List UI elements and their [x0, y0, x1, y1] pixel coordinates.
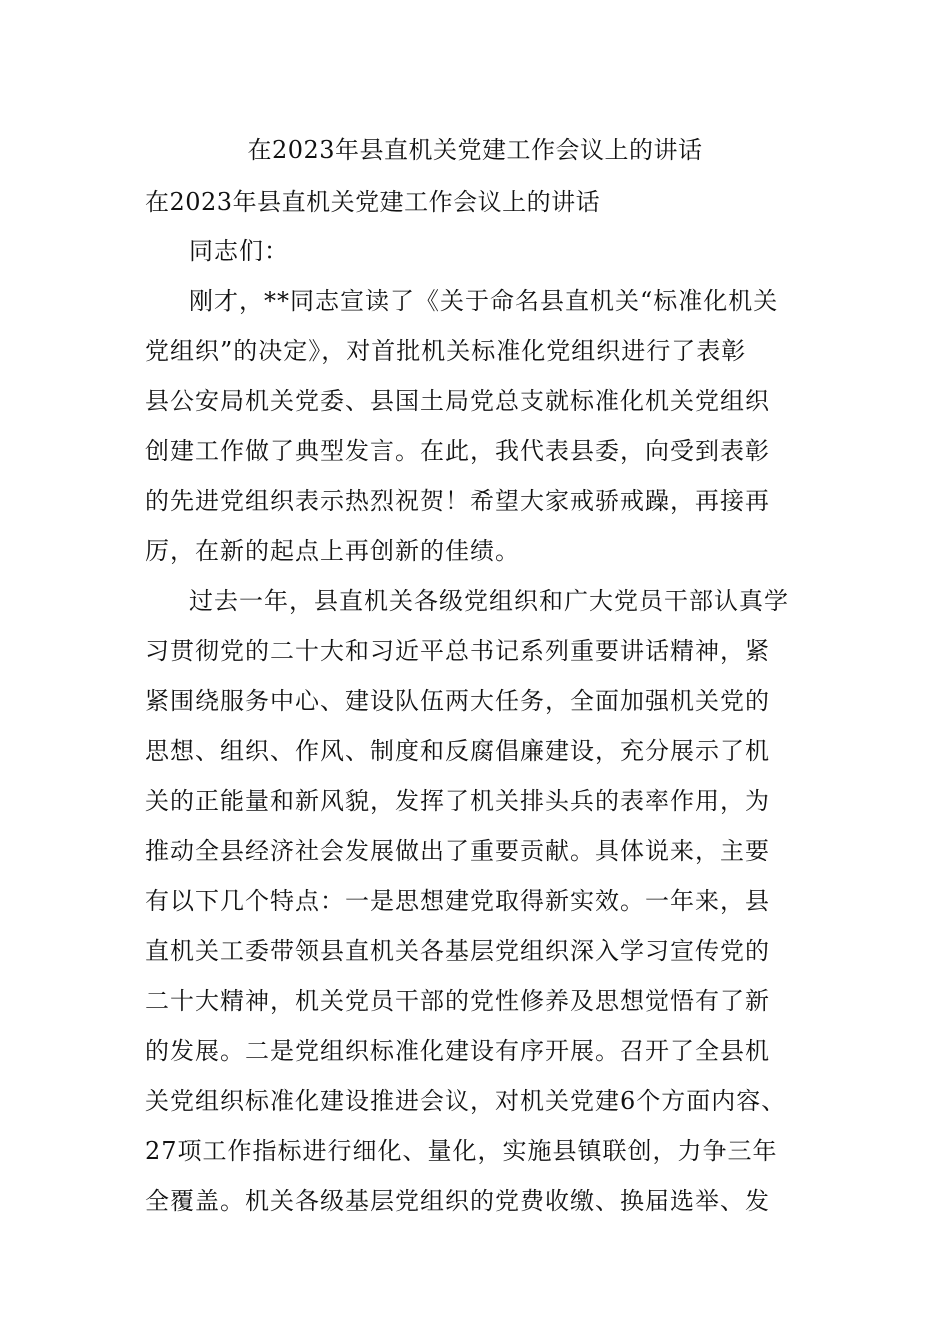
paragraph-line: 全覆盖。机关各级基层党组织的党费收缴、换届选举、发: [145, 1187, 770, 1215]
paragraph-line: 的先进党组织表示热烈祝贺！希望大家戒骄戒躁，再接再: [145, 487, 770, 515]
paragraph-line: 刚才，**同志宣读了《关于命名县直机关“标准化机关: [189, 287, 779, 315]
paragraph-line: 过去一年，县直机关各级党组织和广大党员干部认真学: [189, 587, 789, 615]
salutation: 同志们：: [189, 237, 289, 265]
paragraph-line: 县公安局机关党委、县国土局党总支就标准化机关党组织: [145, 387, 770, 415]
paragraph-line: 思想、组织、作风、制度和反腐倡廉建设，充分展示了机: [145, 737, 770, 765]
paragraph-line: 创建工作做了典型发言。在此，我代表县委，向受到表彰: [145, 437, 770, 465]
paragraph-line: 有以下几个特点：一是思想建党取得新实效。一年来，县: [145, 887, 770, 915]
paragraph-line: 直机关工委带领县直机关各基层党组织深入学习宣传党的: [145, 937, 770, 965]
paragraph-line: 厉，在新的起点上再创新的佳绩。: [145, 537, 520, 565]
document-subtitle: 在2023年县直机关党建工作会议上的讲话: [145, 188, 601, 216]
document-body: [145, 226, 815, 1226]
paragraph-line: 习贯彻党的二十大和习近平总书记系列重要讲话精神，紧: [145, 637, 770, 665]
paragraph-line: 关的正能量和新风貌，发挥了机关排头兵的表率作用，为: [145, 787, 770, 815]
paragraph-line: 二十大精神，机关党员干部的党性修养及思想觉悟有了新: [145, 987, 770, 1015]
paragraph-line: 关党组织标准化建设推进会议，对机关党建6个方面内容、: [145, 1087, 787, 1115]
paragraph-line: 紧围绕服务中心、建设队伍两大任务，全面加强机关党的: [145, 687, 770, 715]
paragraph-line: 党组织”的决定》，对首批机关标准化党组织进行了表彰: [145, 337, 747, 365]
paragraph-line: 的发展。二是党组织标准化建设有序开展。召开了全县机: [145, 1037, 770, 1065]
paragraph-line: 推动全县经济社会发展做出了重要贡献。具体说来，主要: [145, 837, 770, 865]
document-title: 在2023年县直机关党建工作会议上的讲话: [247, 136, 703, 164]
paragraph-line: 27项工作指标进行细化、量化，实施县镇联创，力争三年: [145, 1137, 778, 1165]
